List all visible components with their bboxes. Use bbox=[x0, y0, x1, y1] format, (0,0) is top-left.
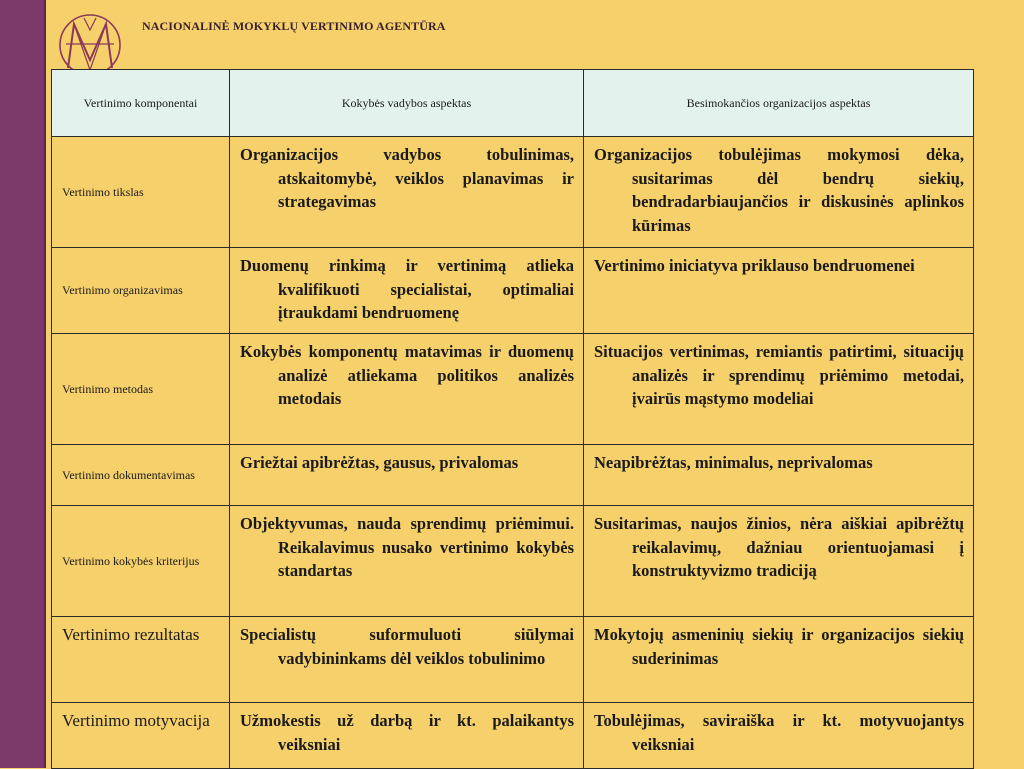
quality-cell: Objektyvumas, nauda sprendimų priėmimui. Reikalavimus nusako vertinimo kokybės standartas bbox=[230, 506, 584, 617]
table-row bbox=[52, 334, 974, 445]
table-row bbox=[52, 617, 974, 703]
comparison-table bbox=[51, 69, 974, 769]
header-learning-aspect: Besimokančios organizacijos aspektas bbox=[584, 70, 974, 137]
learning-cell: Susitarimas, naujos žinios, nėra aiškiai apibrėžtų reikalavimų, dažniau orientuojamasi į konstruktyvizmo tradiciją bbox=[584, 506, 974, 617]
table-row bbox=[52, 506, 974, 617]
header-components: Vertinimo komponentai bbox=[52, 70, 230, 137]
left-bar-edge bbox=[44, 0, 46, 768]
row-label: Vertinimo motyvacija bbox=[52, 703, 230, 769]
table-header-row bbox=[52, 70, 974, 137]
agency-name: NACIONALINĖ MOKYKLŲ VERTINIMO AGENTŪRA bbox=[142, 19, 446, 33]
row-label: Vertinimo tikslas bbox=[52, 137, 230, 248]
row-label: Vertinimo dokumentavimas bbox=[52, 445, 230, 506]
learning-cell: Situacijos vertinimas, remiantis patirtimi, situacijų analizės ir sprendimų priėmimo metodai, įvairūs mąstymo modeliai bbox=[584, 334, 974, 445]
table-row bbox=[52, 445, 974, 506]
learning-cell: Neapibrėžtas, minimalus, neprivalomas bbox=[584, 445, 974, 506]
learning-cell: Vertinimo iniciatyva priklauso bendruomenei bbox=[584, 248, 974, 334]
quality-cell: Duomenų rinkimą ir vertinimą atlieka kvalifikuoti specialistai, optimaliai įtraukdami bendruomenę bbox=[230, 248, 584, 334]
quality-cell: Užmokestis už darbą ir kt. palaikantys veiksniai bbox=[230, 703, 584, 769]
header-quality-aspect: Kokybės vadybos aspektas bbox=[230, 70, 584, 137]
nmva-logo-icon bbox=[54, 10, 130, 78]
quality-cell: Specialistų suformuluoti siūlymai vadybininkams dėl veiklos tobulinimo bbox=[230, 617, 584, 703]
left-decorative-bar bbox=[0, 0, 44, 768]
quality-cell: Organizacijos vadybos tobulinimas, atskaitomybė, veiklos planavimas ir strategavimas bbox=[230, 137, 584, 248]
table-row bbox=[52, 137, 974, 248]
table-row bbox=[52, 248, 974, 334]
quality-cell: Kokybės komponentų matavimas ir duomenų analizė atliekama politikos analizės metodais bbox=[230, 334, 584, 445]
learning-cell: Organizacijos tobulėjimas mokymosi dėka, susitarimas dėl bendrų siekių, bendradarbiaujančios ir diskusinės aplinkos kūrimas bbox=[584, 137, 974, 248]
row-label: Vertinimo kokybės kriterijus bbox=[52, 506, 230, 617]
learning-cell: Tobulėjimas, saviraiška ir kt. motyvuojantys veiksniai bbox=[584, 703, 974, 769]
table-row bbox=[52, 703, 974, 769]
learning-cell: Mokytojų asmeninių siekių ir organizacijos siekių suderinimas bbox=[584, 617, 974, 703]
row-label: Vertinimo metodas bbox=[52, 334, 230, 445]
row-label: Vertinimo rezultatas bbox=[52, 617, 230, 703]
quality-cell: Griežtai apibrėžtas, gausus, privalomas bbox=[230, 445, 584, 506]
row-label: Vertinimo organizavimas bbox=[52, 248, 230, 334]
